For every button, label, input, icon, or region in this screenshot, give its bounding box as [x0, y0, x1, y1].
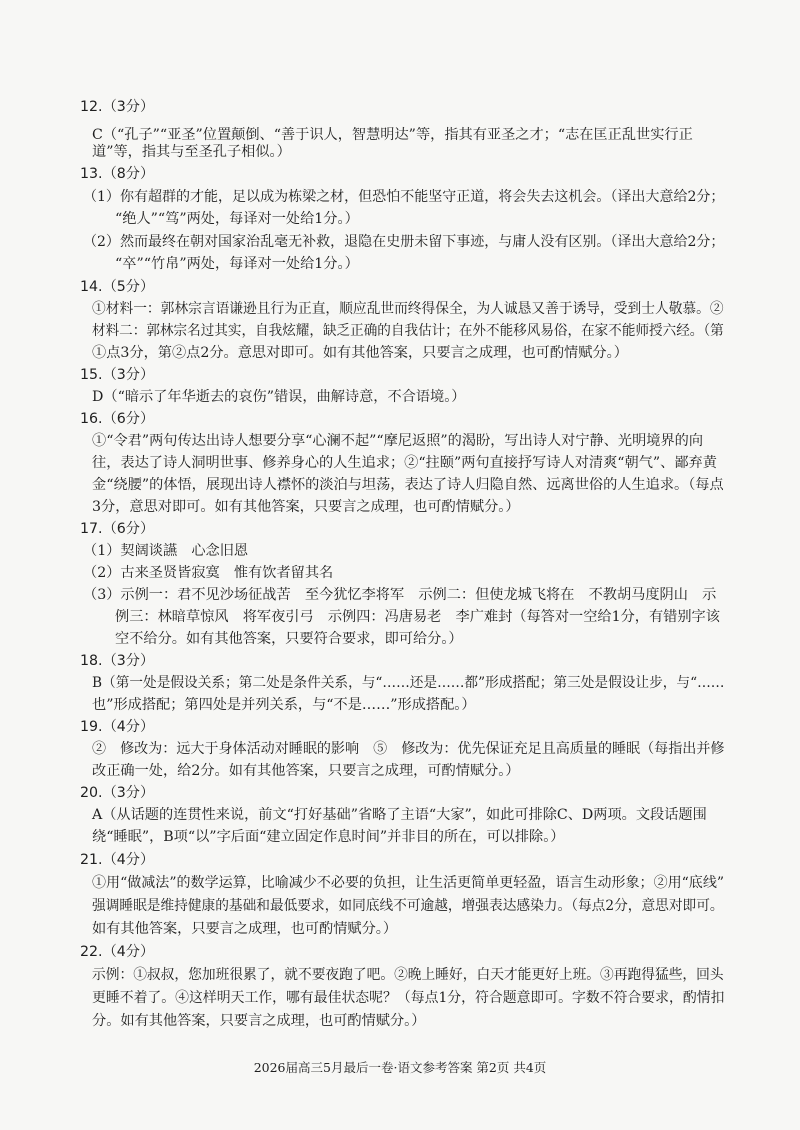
answer-line: ①“令君”两句传达出诗人想要分享“心澜不起”“摩尼返照”的渴盼，写出诗人对宁静、光明境界的向 — [92, 433, 704, 449]
question-number: 22.（4分） — [80, 944, 155, 960]
question-number: 14.（5分） — [80, 279, 155, 295]
answer-line: 也”形成搭配；第四处是并列关系，与“不是……”形成搭配。） — [92, 697, 476, 713]
answer-line: 强调睡眠是维持健康的基础和最低要求，如同底线不可逾越，增强表达感染力。（每点2分，意思对即可。 — [92, 898, 724, 914]
answer-line: A（从话题的连贯性来说，前文“打好基础”省略了主语“大家”，如此可排除C、D两项。文段话题围 — [92, 807, 707, 823]
answer-line: 往，表达了诗人洞明世事、修养身心的人生追求；②“拄颐”两句直接抒写诗人对清爽“朝气”、鄙弃黄 — [92, 455, 717, 471]
question-number: 20.（3分） — [80, 785, 155, 801]
question-number: 16.（6分） — [80, 411, 155, 427]
answer-line: ①用“做减法”的数学运算，比喻减少不必要的负担，让生活更简单更轻盈，语言生动形象；②用“底线” — [92, 875, 725, 891]
answer-line: “绝人”“笃”两处，每译对一处给1分。） — [115, 211, 359, 227]
answer-line: 空不给分。如有其他答案，只要符合要求，即可给分。） — [115, 631, 463, 647]
answer-line: 绕“睡眠”，B项“以”字后面“建立固定作息时间”并非目的所在，可以排除。） — [92, 829, 565, 845]
answer-line: 示例：①叔叔，您加班很累了，就不要夜跑了吧。②晚上睡好，白天才能更好上班。③再跑得猛些，回头 — [92, 967, 724, 983]
answer-line: D（“暗示了年华逝去的哀伤”错误，曲解诗意，不合语境。） — [92, 389, 466, 405]
answer-line: （3）示例一：君不见沙场征战苦 至今犹忆李将军 示例二：但使龙城飞将在 不教胡马度阴山 示 — [83, 587, 717, 603]
question-number: 19.（4分） — [80, 719, 155, 735]
question-number: 21.（4分） — [80, 852, 155, 868]
answer-line: 材料二：郭林宗名过其实，自我炫耀，缺乏正确的自我估计；在外不能移风易俗，在家不能师授六经。（第 — [92, 323, 724, 339]
answer-line: 如有其他答案，只要言之成理，也可酌情赋分。） — [92, 921, 398, 937]
answer-line: （1）你有超群的才能，足以成为栋梁之材，但恐怕不能坚守正道，将会失去这机会。（译出大意给2分； — [83, 189, 725, 205]
answer-line: （1）契阔谈讌 心念旧恩 — [83, 543, 249, 559]
answer-line: “卒”“竹帛”两处，每译对一处给1分。） — [115, 256, 359, 272]
answer-line: 金“绕腰”的体悟，展现出诗人襟怀的淡泊与坦荡，表达了诗人归隐自然、远离世俗的人生追求。（每点 — [92, 477, 724, 493]
question-number: 13.（8分） — [80, 166, 155, 182]
answer-line: 例三：林暗草惊风 将军夜引弓 示例四：冯唐易老 李广难封（每答对一空给1分，有错别字该 — [115, 609, 720, 625]
answer-line: C（“孔子”“亚圣”位置颠倒、“善于识人，智慧明达”等，指其有亚圣之才；“志在匡正乱世实行正 — [92, 127, 693, 143]
question-number: 17.（6分） — [80, 521, 155, 537]
answer-line: 道”等，指其与至圣孔子相似。） — [92, 144, 291, 160]
answer-line: 分。如有其他答案，只要言之成理，也可酌情赋分。） — [92, 1013, 426, 1029]
answer-line: ①材料一：郭林宗言语谦逊且行为正直，顺应乱世而终得保全，为人诚恳又善于诱导，受到士人敬慕。② — [92, 301, 724, 317]
question-number: 12.（3分） — [80, 99, 155, 115]
answer-line: （2）然而最终在朝对国家治乱毫无补救，退隐在史册未留下事迹，与庸人没有区别。（译出大意给2分； — [83, 234, 725, 250]
answer-line: 3分，意思对即可。如有其他答案，只要言之成理，也可酌情赋分。） — [92, 499, 520, 515]
question-number: 15.（3分） — [80, 367, 155, 383]
answer-line: ② 修改为：远大于身体活动对睡眠的影响 ⑤ 修改为：优先保证充足且高质量的睡眠（每指出并修 — [92, 741, 725, 757]
answer-line: ①点3分，第②点2分。意思对即可。如有其他答案，只要言之成理，也可酌情赋分。） — [92, 345, 628, 361]
answer-line: B（第一处是假设关系；第二处是条件关系，与“……还是……都”形成搭配；第三处是假设让步，与“…… — [92, 675, 725, 691]
answer-line: （2）古来圣贤皆寂寞 惟有饮者留其名 — [83, 565, 334, 581]
answer-line: 改正确一处，给2分。如有其他答案，只要言之成理，可酌情赋分。） — [92, 763, 520, 779]
page-footer: 2026届高三5月最后一卷·语文参考答案 第2页 共4页 — [253, 1060, 547, 1075]
answer-line: 更睡不着了。④这样明天工作，哪有最佳状态呢？（每点1分，符合题意即可。字数不符合要求，酌情扣 — [92, 990, 725, 1006]
question-number: 18.（3分） — [80, 653, 155, 669]
